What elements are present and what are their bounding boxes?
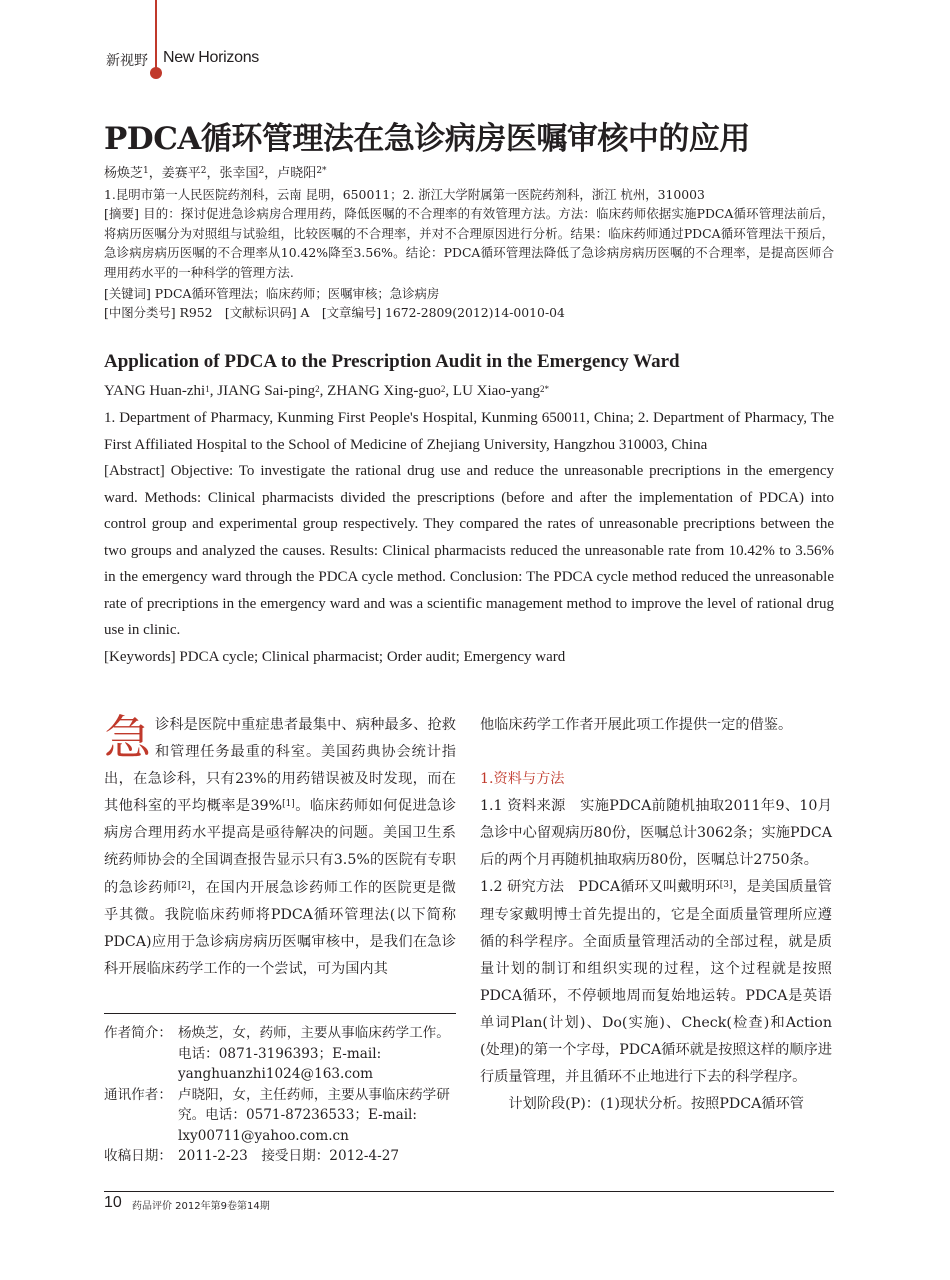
- section-label-cn: 新视野: [106, 53, 148, 69]
- abstract-cn: [摘要] 目的：探讨促进急诊病房合理用药，降低医嘱的不合理率的有效管理方法。方法：临床药师依据实施PDCA循环管理法前后，将病历医嘱分为对照组与试验组，比较医嘱的不合理率，并对不合理原因进行分析。结果：临床药师通过PDCA循环管理法干预后，急诊病房病历医嘱的不合理率从10.42%降至3.56%。结论：PDCA循环管理法降低了急诊病房病历医嘱的不合理率，是提高医师合理用药水平的一种科学的管理方法.: [104, 206, 834, 280]
- paragraph: 1.2 研究方法 PDCA循环又叫戴明环[3]，是美国质量管理专家戴明博士首先提出的，它是全面质量管理所应遵循的科学程序。全面质量管理活动的全部过程，就是质量计划的制订和组织实现的过程，这个过程就是按照PDCA循环，不停顿地周而复始地运转。PDCA是英语单词Plan(计划)、Do(实施)、Check(检查)和Action (处理)的第一个字母，PDCA循环就是按照这样的顺序进行质量管理，并且循环不止地进行下去的科学程序。: [480, 879, 832, 1086]
- received-date: 收稿日期： 2011-2-23 接受日期：2012-4-27: [104, 1148, 400, 1164]
- affiliations-cn: 1.昆明市第一人民医院药剂科，云南 昆明，650011；2. 浙江大学附属第一医院药剂科，浙江 杭州，310003: [104, 187, 705, 202]
- article-title: PDCA循环管理法在急诊病房医嘱审核中的应用: [104, 121, 750, 157]
- author-info: 作者简介： 杨焕芝，女，药师，主要从事临床药学工作。电话：0871-3196393；E-mail: yanghuanzhi1024@163.com: [104, 1025, 450, 1082]
- citation-ref: [1]: [282, 799, 295, 810]
- author-notes: [104, 1023, 456, 1167]
- body-column-right: [480, 712, 832, 1118]
- corresponding-author: 通讯作者： 卢晓阳，女，主任药师，主要从事临床药学研究。电话：0571-87236533；E-mail: lxy00711@yahoo.com.cn: [104, 1086, 450, 1144]
- authors-en: YANG Huan-zhi$^1$, JIANG Sai-ping$^2$, ZHANG Xing-guo$^2$, LU Xiao-yang$^{2*}$: [104, 383, 549, 399]
- paragraph: 1.1 资料来源 实施PDCA前随机抽取2011年9、10月急诊中心留观病历80份，医嘱总计3062条；实施PDCA后的两个月再随机抽取病历80份，医嘱总计2750条。: [480, 798, 832, 869]
- footnote-divider: [104, 1013, 456, 1014]
- journal-info: 药品评价 2012年第9卷第14期: [132, 1201, 270, 1212]
- section-heading: 1.资料与方法: [480, 771, 565, 788]
- body-column-left: 急诊科是医院中重症患者最集中、病种最多、抢救和管理任务最重的科室。美国药典协会统计指出，在急诊科，只有23%的用药错误被及时发现，而在其他科室的平均概率是39%[1]。临床药师如何促进急诊病房合理用药水平提高是亟待解决的问题。美国卫生系统药师协会的全国调查报告显示只有3.5%的医院有专职的急诊药师[2]，在国内开展急诊药师工作的医院更是微乎其微。我院临床药师将PDCA循环管理法(以下简称PDCA)应用于急诊病房病历医嘱审核中，是我们在急诊科开展临床药学工作的一个尝试，可为国内其: [104, 711, 456, 977]
- paragraph: 他临床药学工作者开展此项工作提供一定的借鉴。: [480, 717, 793, 733]
- keywords-cn: [关键词] PDCA循环管理法；临床药师；医嘱审核；急诊病房: [104, 286, 440, 301]
- citation-ref: [3]: [719, 880, 733, 891]
- affiliations-en: 1. Department of Pharmacy, Kunming First People's Hospital, Kunming 650011, China; 2. Department of Pharmacy, The First Affiliated Hospital to the School of Medicine of Zhejiang University, Hangzhou 310003, China: [104, 410, 834, 453]
- article-title-en: Application of PDCA to the Prescription Audit in the Emergency Ward: [104, 351, 680, 372]
- header-accent-line: [155, 0, 157, 72]
- paragraph: 计划阶段(P)：(1)现状分析。按照PDCA循环管: [508, 1096, 804, 1113]
- section-label-en: New Horizons: [163, 49, 259, 66]
- header-accent-dot: [150, 67, 162, 79]
- keywords-en: [Keywords] PDCA cycle; Clinical pharmacist; Order audit; Emergency ward: [104, 649, 566, 665]
- authors-cn: 杨焕芝$^1$，姜赛平$^2$，张幸国$^2$，卢晓阳$^{2*}$: [104, 166, 327, 181]
- drop-cap: 急: [104, 711, 151, 766]
- page-number: 10: [104, 1194, 122, 1211]
- abstract-en: [Abstract] Objective: To investigate the rational drug use and reduce the unreasonable precriptions in the emergency ward. Methods: Clinical pharmacists divided the prescriptions (before and after the implementation of PDCA) into control group and experimental group respectively. They compared the rates of unreasonable precriptions between the two groups and analyzed the causes. Results: Clinical pharmacists reduced the unreasonable rate from 10.42% to 3.56% in the emergency ward through the PDCA cycle method. Conclusion: The PDCA cycle method reduced the unreasonable rate of precriptions in the emergency ward and was a scientific management method to improve the level of rational drug use in clinic.: [104, 463, 834, 638]
- classification-cn: [中图分类号] R952 [文献标识码] A [文章编号] 1672-2809(2012)14-0010-04: [104, 305, 565, 320]
- citation-ref: [2]: [177, 880, 191, 891]
- footer-divider: [104, 1191, 834, 1192]
